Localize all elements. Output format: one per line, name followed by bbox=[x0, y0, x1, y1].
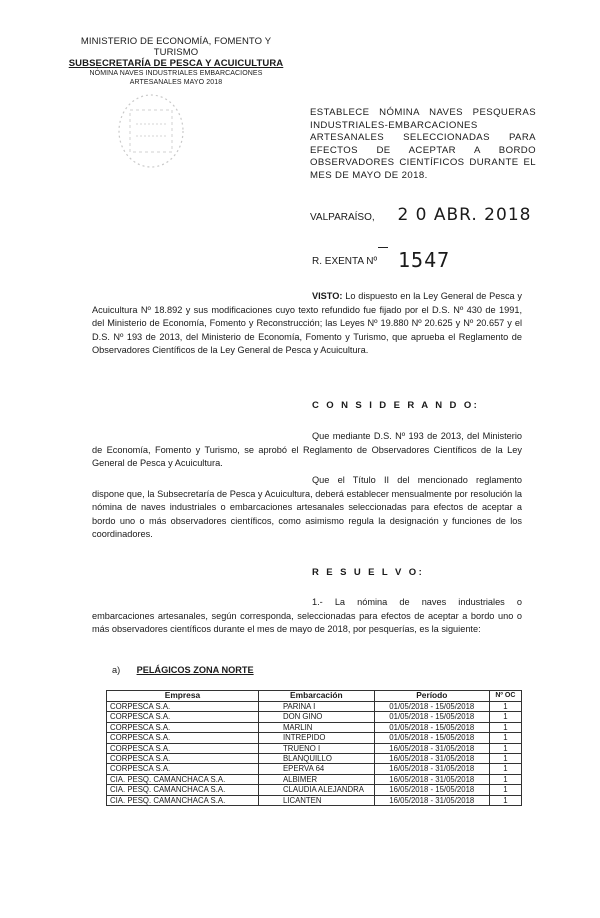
considerando-heading: C O N S I D E R A N D O: bbox=[312, 400, 480, 411]
cell-periodo: 01/05/2018 - 15/05/2018 bbox=[374, 712, 489, 722]
visto-paragraph bbox=[92, 290, 522, 358]
considerando-1: Que mediante D.S. Nº 193 de 2013, del Ministerio de Economía, Fomento y Turismo, se aprobó el Reglamento de Observadores Científicos de la Ley General de Pesca y Acuicultura. bbox=[92, 431, 522, 468]
reference-line-2: ARTESANALES MAYO 2018 bbox=[129, 79, 223, 86]
resuelvo-1: 1.- La nómina de naves industriales o embarcaciones artesanales, según corresponda, seleccionadas para efectos de aceptar a bordo uno o más observadores científicos durante el mes de mayo de 2018, por pesquerías, es la siguiente: bbox=[92, 597, 522, 634]
faded-seal-stamp bbox=[112, 88, 190, 174]
cell-periodo: 01/05/2018 - 15/05/2018 bbox=[374, 722, 489, 732]
table-header-row bbox=[107, 691, 522, 702]
cell-empresa: CORPESCA S.A. bbox=[107, 733, 259, 743]
cell-embarcacion: CLAUDIA ALEJANDRA bbox=[258, 785, 374, 795]
cell-embarcacion: EPERVA 64 bbox=[258, 764, 374, 774]
cell-periodo: 01/05/2018 - 15/05/2018 bbox=[374, 702, 489, 712]
vessel-table bbox=[106, 690, 522, 806]
cell-periodo: 16/05/2018 - 31/05/2018 bbox=[374, 743, 489, 753]
place-date-line bbox=[310, 205, 531, 225]
cell-oc: 1 bbox=[489, 774, 521, 784]
cell-embarcacion: DON GINO bbox=[258, 712, 374, 722]
table-row bbox=[107, 785, 522, 795]
cell-embarcacion: BLANQUILLO bbox=[258, 754, 374, 764]
table-row bbox=[107, 743, 522, 753]
cell-oc: 1 bbox=[489, 743, 521, 753]
table-row bbox=[107, 764, 522, 774]
cell-oc: 1 bbox=[489, 702, 521, 712]
cell-periodo: 16/05/2018 - 31/05/2018 bbox=[374, 764, 489, 774]
cell-oc: 1 bbox=[489, 764, 521, 774]
cell-empresa: CORPESCA S.A. bbox=[107, 764, 259, 774]
table-row bbox=[107, 774, 522, 784]
table-row bbox=[107, 754, 522, 764]
exenta-number: 1547 bbox=[398, 248, 451, 272]
cell-empresa: CIA. PESQ. CAMANCHACA S.A. bbox=[107, 785, 259, 795]
cell-periodo: 16/05/2018 - 15/05/2018 bbox=[374, 785, 489, 795]
date-stamp: 2 0 ABR. 2018 bbox=[397, 205, 532, 225]
table-row bbox=[107, 712, 522, 722]
visto-text: Lo dispuesto en la Ley General de Pesca y Acuicultura Nº 18.892 y sus modificaciones cuyo texto refundido fue fijado por el D.S. Nº 430 de 1991, del Ministerio de Economía, Fomento y Reconstrucción; las Leyes Nº 19.880 Nº 20.625 y Nº 20.657 y el D.S. Nº 193 de 2013, del Ministerio de Economía, Fomento y Turismo, que aprueba el Reglamento de Observadores Científicos de la Ley General de Pesca y Acuicultura. bbox=[92, 291, 523, 355]
cell-periodo: 16/05/2018 - 31/05/2018 bbox=[374, 774, 489, 784]
visto-label: VISTO: bbox=[312, 291, 343, 301]
cell-empresa: CIA. PESQ. CAMANCHACA S.A. bbox=[107, 774, 259, 784]
cell-periodo: 16/05/2018 - 31/05/2018 bbox=[374, 795, 489, 805]
cell-oc: 1 bbox=[489, 733, 521, 743]
hand-mark bbox=[378, 247, 388, 248]
header-empresa: Empresa bbox=[107, 691, 259, 702]
cell-periodo: 01/05/2018 - 15/05/2018 bbox=[374, 733, 489, 743]
section-name: PELÁGICOS ZONA NORTE bbox=[136, 665, 254, 675]
cell-oc: 1 bbox=[489, 795, 521, 805]
cell-embarcacion: PARINA I bbox=[258, 702, 374, 712]
place: VALPARAÍSO, bbox=[310, 212, 375, 223]
cell-oc: 1 bbox=[489, 712, 521, 722]
cell-empresa: CORPESCA S.A. bbox=[107, 722, 259, 732]
considerando-2: Que el Título II del mencionado reglamento dispone que, la Subsecretaría de Pesca y Acuicultura, deberá establecer mensualmente por resolución la nómina de naves industriales o embarcaciones artesanales seleccionadas para efectos de aceptar a bordo uno o más observadores científicos, como asimismo regula la designación y funciones de los coordinadores. bbox=[92, 475, 522, 539]
cell-empresa: CORPESCA S.A. bbox=[107, 702, 259, 712]
exenta-label: R. EXENTA Nº bbox=[312, 256, 378, 267]
letterhead bbox=[66, 36, 286, 87]
ministry-name: MINISTERIO DE ECONOMÍA, FOMENTO Y TURISMO bbox=[80, 36, 272, 58]
resolution-subject: ESTABLECE NÓMINA NAVES PESQUERAS INDUSTRIALES-EMBARCACIONES ARTESANALES SELECCIONADAS PARA EFECTOS DE ACEPTAR A BORDO OBSERVADORES CIENTÍFICOS DURANTE EL MES DE MAYO DE 2018. bbox=[310, 107, 536, 181]
cell-empresa: CORPESCA S.A. bbox=[107, 743, 259, 753]
resuelvo-heading: R E S U E L V O: bbox=[312, 567, 425, 578]
header-oc: Nº OC bbox=[489, 691, 521, 702]
header-embarcacion: Embarcación bbox=[258, 691, 374, 702]
reference-line-1: NÓMINA NAVES INDUSTRIALES EMBARCACIONES bbox=[89, 70, 263, 77]
cell-oc: 1 bbox=[489, 754, 521, 764]
cell-embarcacion: INTREPIDO bbox=[258, 733, 374, 743]
cell-oc: 1 bbox=[489, 722, 521, 732]
cell-embarcacion: TRUENO I bbox=[258, 743, 374, 753]
cell-empresa: CORPESCA S.A. bbox=[107, 712, 259, 722]
section-letter: a) bbox=[112, 665, 121, 675]
cell-embarcacion: MARLIN bbox=[258, 722, 374, 732]
cell-embarcacion: LICANTEN bbox=[258, 795, 374, 805]
cell-empresa: CIA. PESQ. CAMANCHACA S.A. bbox=[107, 795, 259, 805]
table-row bbox=[107, 733, 522, 743]
table-row bbox=[107, 702, 522, 712]
table-row bbox=[107, 722, 522, 732]
cell-empresa: CORPESCA S.A. bbox=[107, 754, 259, 764]
subsecretaria-name: SUBSECRETARÍA DE PESCA Y ACUICULTURA bbox=[68, 58, 284, 69]
cell-embarcacion: ALBIMER bbox=[258, 774, 374, 784]
table-row bbox=[107, 795, 522, 805]
header-periodo: Período bbox=[374, 691, 489, 702]
cell-periodo: 16/05/2018 - 31/05/2018 bbox=[374, 754, 489, 764]
cell-oc: 1 bbox=[489, 785, 521, 795]
section-a-title bbox=[112, 665, 254, 675]
